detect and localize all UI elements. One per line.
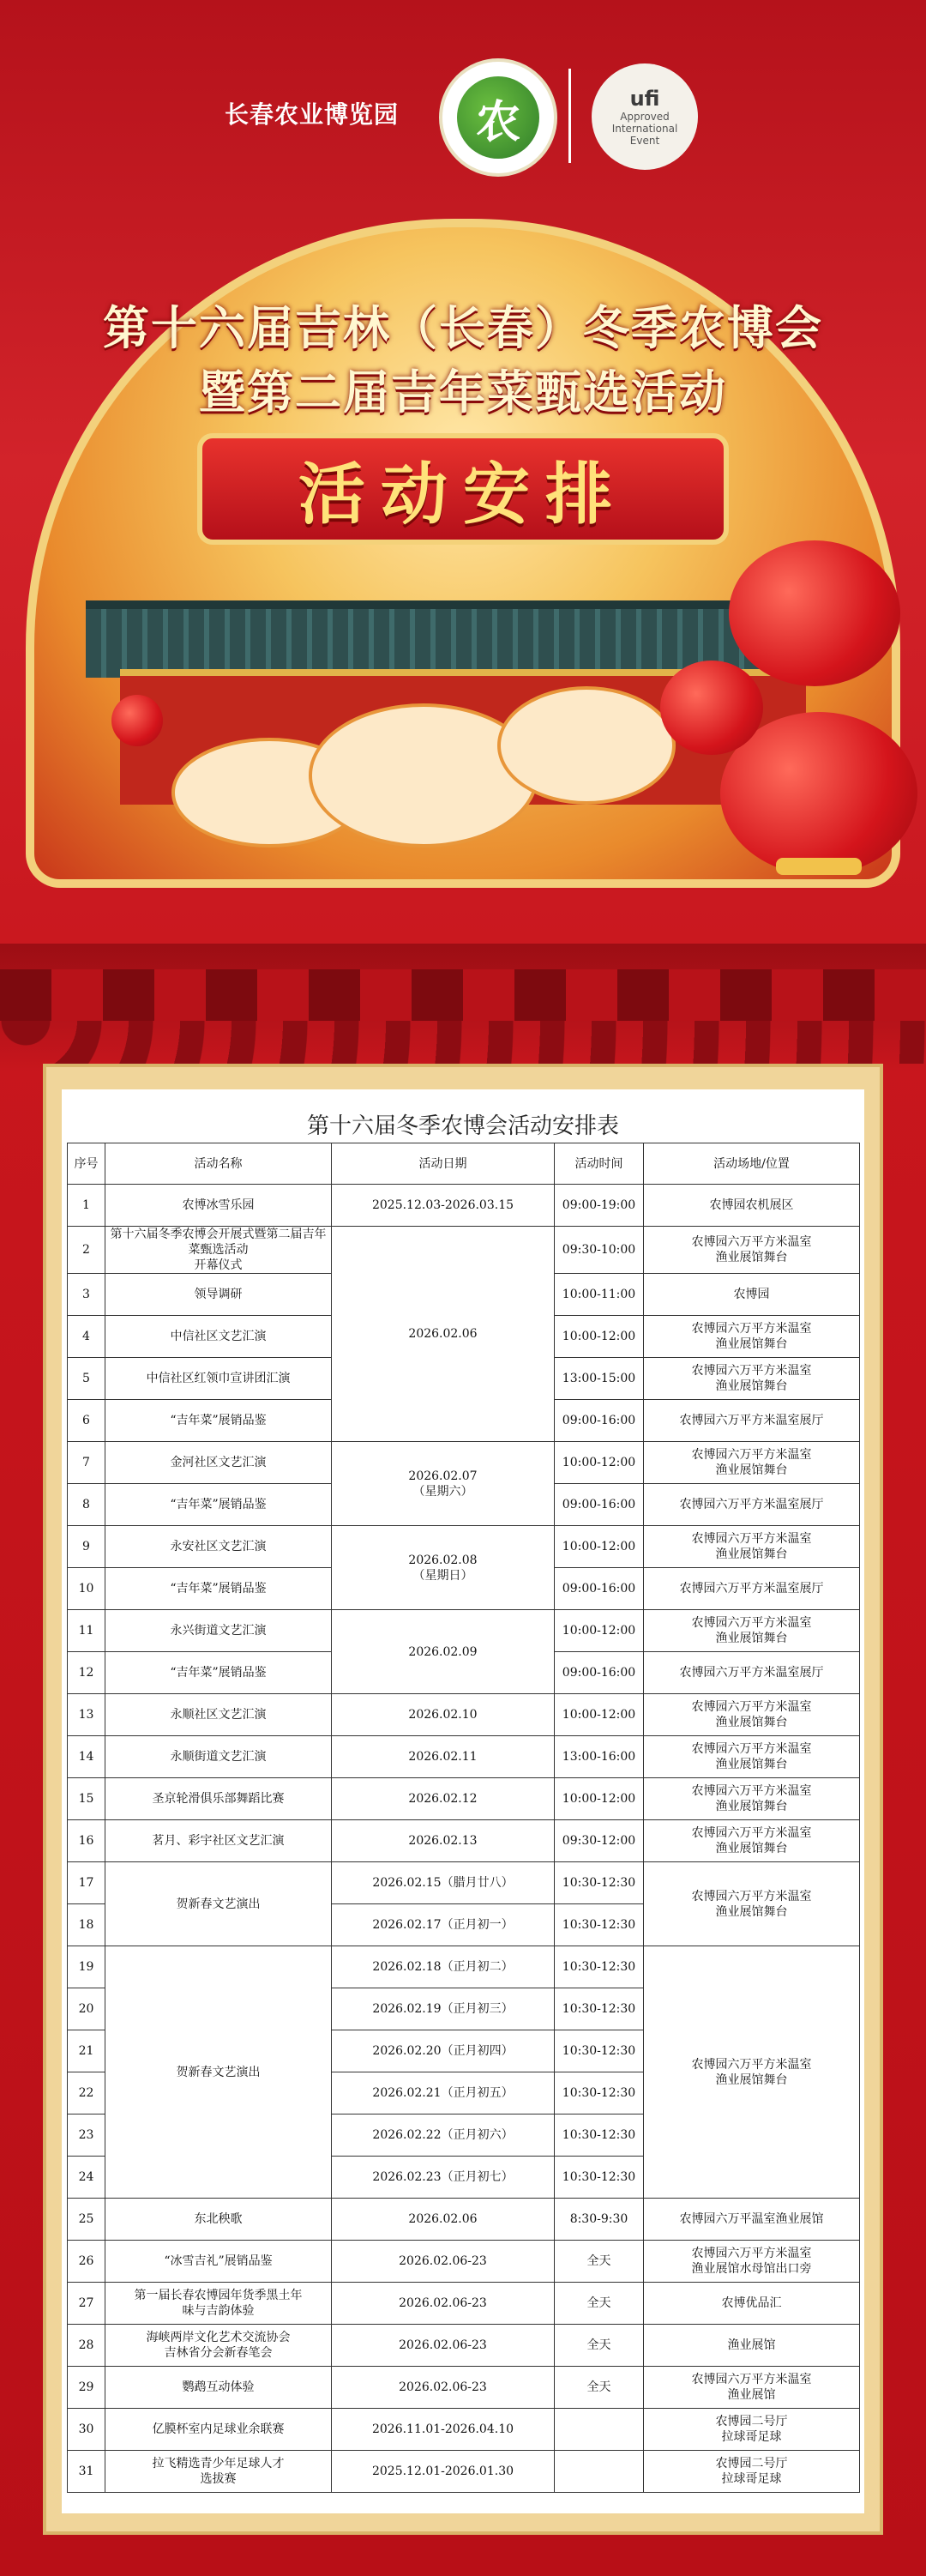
cell-date: 2026.02.20（正月初四）: [332, 2030, 555, 2072]
cell-no: 17: [68, 1862, 105, 1904]
poster-title-line2: 暨第二届吉年菜甄选活动: [199, 365, 727, 419]
cell-time: 10:30-12:30: [555, 1988, 644, 2030]
ufi-line2: International: [611, 123, 678, 135]
cell-venue: 农博园六万平方米温室 渔业展馆舞台: [644, 1778, 860, 1820]
table-row: [68, 2199, 860, 2241]
table-row: [68, 1610, 860, 1652]
cell-time: [555, 2409, 644, 2451]
cell-no: 29: [68, 2367, 105, 2409]
col-header-name: 活动名称: [105, 1143, 332, 1185]
cell-date: 2026.02.18（正月初二）: [332, 1946, 555, 1988]
lantern-icon: [729, 540, 900, 686]
cell-time: 09:30-10:00: [555, 1227, 644, 1274]
table-row: [68, 2283, 860, 2325]
cell-venue: 农博园六万平方米温室展厅: [644, 1652, 860, 1694]
cell-name: 亿膜杯室内足球业余联赛: [105, 2409, 332, 2451]
eave-tiles: [0, 969, 926, 1021]
cell-date: 2026.02.06-23: [332, 2325, 555, 2367]
table-row: [68, 1736, 860, 1778]
cell-date: 2026.02.23（正月初七）: [332, 2157, 555, 2199]
cell-venue: 渔业展馆: [644, 2325, 860, 2367]
cell-venue: 农博园六万平方米温室 渔业展馆舞台: [644, 1946, 860, 2199]
cell-no: 20: [68, 1988, 105, 2030]
cell-no: 31: [68, 2451, 105, 2493]
table-row: [68, 1526, 860, 1568]
table-row: [68, 2241, 860, 2283]
cell-no: 11: [68, 1610, 105, 1652]
cell-no: 21: [68, 2030, 105, 2072]
table-row: [68, 1946, 860, 1988]
table-row: [68, 1185, 860, 1227]
table-row: [68, 2409, 860, 2451]
cell-time: 10:00-12:00: [555, 1694, 644, 1736]
table-row: [68, 1778, 860, 1820]
cell-name: 永兴街道文艺汇演: [105, 1610, 332, 1652]
cell-time: 全天: [555, 2325, 644, 2367]
cell-no: 27: [68, 2283, 105, 2325]
cell-venue: 农博园六万平方米温室 渔业展馆舞台: [644, 1820, 860, 1862]
cell-name: “吉年菜”展销品鉴: [105, 1484, 332, 1526]
cell-date: 2026.02.19（正月初三）: [332, 1988, 555, 2030]
cell-no: 16: [68, 1820, 105, 1862]
cell-date: 2026.02.06-23: [332, 2241, 555, 2283]
cell-no: 23: [68, 2114, 105, 2157]
col-header-time: 活动时间: [555, 1143, 644, 1185]
cell-no: 22: [68, 2072, 105, 2114]
cell-name: 永安社区文艺汇演: [105, 1526, 332, 1568]
cell-no: 26: [68, 2241, 105, 2283]
cell-name: 金河社区文艺汇演: [105, 1442, 332, 1484]
cloud-decoration: [497, 686, 676, 805]
cell-venue: 农博园六万平方米温室 渔业展馆舞台: [644, 1358, 860, 1400]
cell-name: 第十六届冬季农博会开展式暨第二届吉年菜甄选活动 开幕仪式: [105, 1227, 332, 1274]
col-header-no: 序号: [68, 1143, 105, 1185]
lantern-icon: [111, 695, 163, 746]
cell-no: 8: [68, 1484, 105, 1526]
cell-time: 全天: [555, 2283, 644, 2325]
schedule-ribbon: [197, 433, 729, 545]
cell-venue: 农博园六万平方米温室 渔业展馆舞台: [644, 1862, 860, 1946]
cell-no: 13: [68, 1694, 105, 1736]
cell-name: 茗月、彩宇社区文艺汇演: [105, 1820, 332, 1862]
cell-no: 2: [68, 1227, 105, 1274]
cell-date: 2026.02.13: [332, 1820, 555, 1862]
cell-date: 2025.12.03-2026.03.15: [332, 1185, 555, 1227]
cell-time: 10:00-12:00: [555, 1610, 644, 1652]
schedule-sheet: [62, 1089, 864, 2513]
eave-drops: [0, 1021, 926, 1064]
table-row: [68, 1227, 860, 1274]
cell-no: 30: [68, 2409, 105, 2451]
cell-name: 中信社区红领巾宣讲团汇演: [105, 1358, 332, 1400]
cell-name: 第一届长春农博园年货季黑土年 味与吉韵体验: [105, 2283, 332, 2325]
park-logo-mark: 农: [457, 76, 539, 159]
cell-name: 永顺街道文艺汇演: [105, 1736, 332, 1778]
site-name: 长春农业博览园: [225, 100, 400, 129]
cell-date: 2026.02.07 （星期六）: [332, 1442, 555, 1526]
lantern-cap: [776, 858, 862, 875]
cell-date: 2026.11.01-2026.04.10: [332, 2409, 555, 2451]
cell-no: 12: [68, 1652, 105, 1694]
cell-date: 2026.02.21（正月初五）: [332, 2072, 555, 2114]
lantern-icon: [660, 661, 763, 755]
cell-no: 18: [68, 1904, 105, 1946]
cell-date: 2026.02.22（正月初六）: [332, 2114, 555, 2157]
cell-no: 5: [68, 1358, 105, 1400]
park-logo: [439, 58, 557, 177]
header: [0, 51, 926, 180]
cell-no: 9: [68, 1526, 105, 1568]
cell-no: 15: [68, 1778, 105, 1820]
cell-time: 10:00-12:00: [555, 1778, 644, 1820]
cell-name: “冰雪吉礼”展销品鉴: [105, 2241, 332, 2283]
table-row: [68, 2367, 860, 2409]
cell-no: 6: [68, 1400, 105, 1442]
cell-time: 10:30-12:30: [555, 1904, 644, 1946]
cell-time: 09:00-16:00: [555, 1484, 644, 1526]
cell-venue: 农博园六万平方米温室展厅: [644, 1484, 860, 1526]
cell-name: 农博冰雪乐园: [105, 1185, 332, 1227]
cell-name: 东北秧歌: [105, 2199, 332, 2241]
cell-name: 海峡两岸文化艺术交流协会 吉林省分会新春笔会: [105, 2325, 332, 2367]
cell-time: 10:30-12:30: [555, 1946, 644, 1988]
cell-venue: 农博园: [644, 1274, 860, 1316]
table-row: [68, 2451, 860, 2493]
cell-name: 圣京轮滑俱乐部舞蹈比赛: [105, 1778, 332, 1820]
ufi-logo: [592, 63, 698, 170]
cell-time: 10:30-12:30: [555, 2072, 644, 2114]
cell-time: 09:00-16:00: [555, 1400, 644, 1442]
table-row: [68, 1694, 860, 1736]
cell-name: 中信社区文艺汇演: [105, 1316, 332, 1358]
cell-date: 2026.02.06-23: [332, 2367, 555, 2409]
ufi-line3: Event: [629, 135, 660, 147]
cell-no: 1: [68, 1185, 105, 1227]
cell-time: 13:00-15:00: [555, 1358, 644, 1400]
cell-venue: 农博园二号厅 拉球哥足球: [644, 2409, 860, 2451]
cell-name: “吉年菜”展销品鉴: [105, 1652, 332, 1694]
cell-time: 10:30-12:30: [555, 2157, 644, 2199]
cell-date: 2026.02.09: [332, 1610, 555, 1694]
cell-time: 全天: [555, 2367, 644, 2409]
cell-no: 25: [68, 2199, 105, 2241]
ufi-brand: ufi: [629, 87, 660, 111]
cell-name: “吉年菜”展销品鉴: [105, 1568, 332, 1610]
cell-venue: 农博园六万平方米温室展厅: [644, 1400, 860, 1442]
cell-time: 10:30-12:30: [555, 1862, 644, 1904]
cell-date: 2026.02.10: [332, 1694, 555, 1736]
cell-no: 3: [68, 1274, 105, 1316]
cell-no: 14: [68, 1736, 105, 1778]
cell-date: 2026.02.06: [332, 2199, 555, 2241]
schedule-table: [67, 1143, 860, 2493]
cell-date: 2025.12.01-2026.01.30: [332, 2451, 555, 2493]
cell-date: 2026.02.12: [332, 1778, 555, 1820]
header-divider: [568, 69, 571, 163]
cell-time: 10:30-12:30: [555, 2030, 644, 2072]
cell-time: 10:30-12:30: [555, 2114, 644, 2157]
cell-venue: 农博园六万平方米温室展厅: [644, 1568, 860, 1610]
cell-date: 2026.02.15（腊月廿八）: [332, 1862, 555, 1904]
cell-venue: 农博园六万平方米温室 渔业展馆舞台: [644, 1610, 860, 1652]
cell-time: 10:00-11:00: [555, 1274, 644, 1316]
cell-name: 贺新春文艺演出: [105, 1946, 332, 2199]
cell-time: 09:00-19:00: [555, 1185, 644, 1227]
cell-venue: 农博园农机展区: [644, 1185, 860, 1227]
table-row: [68, 2325, 860, 2367]
cell-venue: 农博园六万平方米温室 渔业展馆: [644, 2367, 860, 2409]
table-row: [68, 1820, 860, 1862]
cell-date: 2026.02.08 （星期日）: [332, 1526, 555, 1610]
cell-name: 贺新春文艺演出: [105, 1862, 332, 1946]
cell-no: 4: [68, 1316, 105, 1358]
table-header-row: [68, 1143, 860, 1185]
cell-venue: 农博园六万平方米温室 渔业展馆舞台: [644, 1694, 860, 1736]
cell-time: 10:00-12:00: [555, 1442, 644, 1484]
table-row: [68, 1862, 860, 1904]
cell-date: 2026.02.06-23: [332, 2283, 555, 2325]
cell-time: [555, 2451, 644, 2493]
cell-time: 10:00-12:00: [555, 1316, 644, 1358]
cell-venue: 农博园六万平方米温室 渔业展馆水母馆出口旁: [644, 2241, 860, 2283]
schedule-title: 第十六届冬季农博会活动安排表: [306, 1113, 619, 1139]
table-row: [68, 1442, 860, 1484]
cell-venue: 农博园二号厅 拉球哥足球: [644, 2451, 860, 2493]
cell-name: 永顺社区文艺汇演: [105, 1694, 332, 1736]
col-header-date: 活动日期: [332, 1143, 555, 1185]
cell-no: 10: [68, 1568, 105, 1610]
cell-venue: 农博园六万平方米温室 渔业展馆舞台: [644, 1526, 860, 1568]
cell-name: 拉飞精选青少年足球人才 选拔赛: [105, 2451, 332, 2493]
cell-time: 8:30-9:30: [555, 2199, 644, 2241]
ufi-line1: Approved: [620, 111, 670, 123]
cell-venue: 农博园六万平温室渔业展馆: [644, 2199, 860, 2241]
cell-date: 2026.02.06: [332, 1227, 555, 1442]
cell-no: 7: [68, 1442, 105, 1484]
cell-venue: 农博园六万平方米温室 渔业展馆舞台: [644, 1442, 860, 1484]
cell-venue: 农博优品汇: [644, 2283, 860, 2325]
cell-venue: 农博园六万平方米温室 渔业展馆舞台: [644, 1316, 860, 1358]
cell-date: 2026.02.17（正月初一）: [332, 1904, 555, 1946]
col-header-venue: 活动场地/位置: [644, 1143, 860, 1185]
cell-name: 领导调研: [105, 1274, 332, 1316]
cell-time: 09:00-16:00: [555, 1568, 644, 1610]
cell-venue: 农博园六万平方米温室 渔业展馆舞台: [644, 1736, 860, 1778]
cell-name: 鹦鹉互动体验: [105, 2367, 332, 2409]
cell-time: 09:00-16:00: [555, 1652, 644, 1694]
cell-time: 09:30-12:00: [555, 1820, 644, 1862]
cell-time: 10:00-12:00: [555, 1526, 644, 1568]
cell-no: 24: [68, 2157, 105, 2199]
cell-time: 全天: [555, 2241, 644, 2283]
cell-name: “吉年菜”展销品鉴: [105, 1400, 332, 1442]
cell-no: 28: [68, 2325, 105, 2367]
cell-no: 19: [68, 1946, 105, 1988]
cell-venue: 农博园六万平方米温室 渔业展馆舞台: [644, 1227, 860, 1274]
cell-date: 2026.02.11: [332, 1736, 555, 1778]
cell-time: 13:00-16:00: [555, 1736, 644, 1778]
poster-title-line1: 第十六届吉林（长春）冬季农博会: [103, 300, 823, 355]
ribbon-text: 活动安排: [298, 455, 628, 534]
